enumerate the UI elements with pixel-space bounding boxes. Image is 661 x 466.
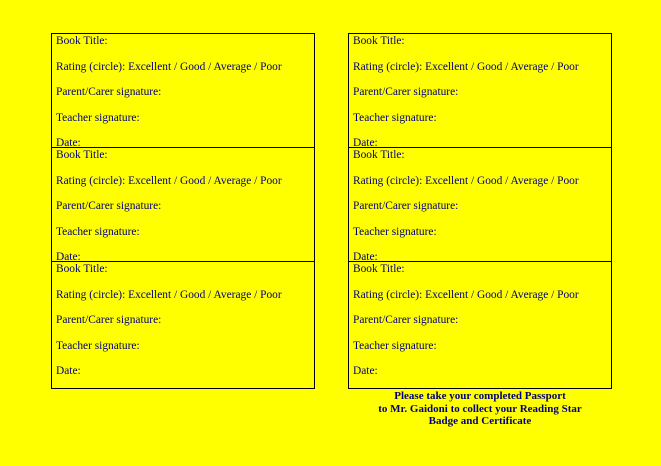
left-column — [51, 33, 315, 389]
date-label: Date: — [353, 251, 378, 262]
instruction-line: to Mr. Gaidoni to collect your Reading Star — [378, 402, 582, 415]
passport-instructions — [348, 390, 612, 428]
right-column — [348, 33, 612, 389]
parent-signature-label: Parent/Carer signature: — [56, 200, 162, 212]
reading-record-card — [348, 33, 612, 148]
parent-signature-label: Parent/Carer signature: — [353, 314, 459, 326]
book-title-label: Book Title: — [353, 149, 405, 161]
teacher-signature-label: Teacher signature: — [353, 225, 437, 238]
reading-record-card — [348, 147, 612, 262]
date-label: Date: — [56, 137, 81, 148]
teacher-signature-label: Teacher signature: — [353, 111, 437, 124]
reading-record-card — [51, 261, 315, 389]
parent-signature-label: Parent/Carer signature: — [353, 86, 459, 98]
parent-signature-label: Parent/Carer signature: — [353, 200, 459, 212]
teacher-signature-label: Teacher signature: — [56, 339, 140, 352]
book-title-label: Book Title: — [56, 263, 108, 275]
rating-label: Rating (circle): Excellent / Good / Average / Poor — [353, 174, 579, 187]
rating-label: Rating (circle): Excellent / Good / Average / Poor — [353, 60, 579, 73]
rating-label: Rating (circle): Excellent / Good / Average / Poor — [56, 60, 282, 73]
rating-label: Rating (circle): Excellent / Good / Average / Poor — [56, 174, 282, 187]
teacher-signature-label: Teacher signature: — [56, 111, 140, 124]
book-title-label: Book Title: — [353, 35, 405, 47]
date-label: Date: — [56, 365, 81, 377]
date-label: Date: — [56, 251, 81, 262]
teacher-signature-label: Teacher signature: — [353, 339, 437, 352]
parent-signature-label: Parent/Carer signature: — [56, 86, 162, 98]
instruction-line: Please take your completed Passport — [394, 390, 566, 402]
parent-signature-label: Parent/Carer signature: — [56, 314, 162, 326]
instruction-line: Badge and Certificate — [428, 415, 532, 427]
rating-label: Rating (circle): Excellent / Good / Average / Poor — [353, 288, 579, 301]
teacher-signature-label: Teacher signature: — [56, 225, 140, 238]
book-title-label: Book Title: — [56, 35, 108, 47]
reading-record-card — [51, 33, 315, 148]
rating-label: Rating (circle): Excellent / Good / Average / Poor — [56, 288, 282, 301]
reading-record-card — [51, 147, 315, 262]
date-label: Date: — [353, 365, 378, 377]
book-title-label: Book Title: — [353, 263, 405, 275]
book-title-label: Book Title: — [56, 149, 108, 161]
reading-record-card — [348, 261, 612, 389]
date-label: Date: — [353, 137, 378, 148]
